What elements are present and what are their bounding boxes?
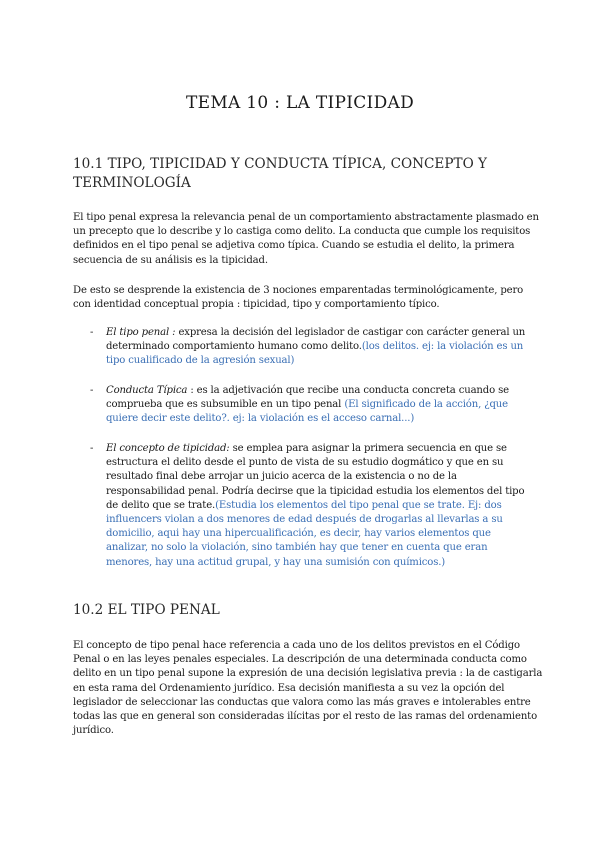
- list-item: [90, 384, 535, 427]
- section-1-heading: 10.1 TIPO, TIPICIDAD Y CONDUCTA TÍPICA, CONCEPTO Y TERMINOLOGÍA: [73, 156, 488, 191]
- document-title: TEMA 10 : LA TIPICIDAD: [185, 93, 415, 113]
- list-bullet: -: [90, 443, 94, 454]
- item-term: El tipo penal :: [106, 327, 176, 338]
- list-bullet: -: [90, 327, 94, 338]
- item-note: (El significado de la acción, ¿que quiere decir este delito?. ej: la violación es el acceso carnal...): [106, 399, 508, 425]
- section-2-paragraph: El concepto de tipo penal hace referencia a cada uno de los delitos previstos en el Código Penal o en las leyes penales especiales. La descripción de una determinada conducta como delito en un tipo penal supone la expresión de una decisión legislativa previa : la de castigarla en esta rama del Ordenamiento jurídico. Esa decisión manifiesta a su vez la opción del legislador de seleccionar las conductas que valora como las más graves e intolerables entre todas las que en general son consideradas ilícitas por el resto de las ramas del ordenamiento jurídico.: [73, 640, 543, 737]
- item-note: (Estudia los elementos del tipo penal que se trate. Ej: dos influencers violan a dos menores de edad después de drogarlas al llevarlas a su domicilio, aqui hay una hipercualificación, es decir, hay varios elementos que analizar, no solo la violación, sino también hay que tener en cuenta que eran menores, hay una actitud grupal, y hay una sumisión con químicos.): [106, 499, 503, 568]
- list-bullet: -: [90, 385, 94, 396]
- item-text: : es la adjetivación que recibe una conducta concreta cuando se comprueba que es subsumible en un tipo penal: [106, 385, 509, 411]
- section-1-paragraph-2: De esto se desprende la existencia de 3 nociones emparentadas terminológicamente, pero con identidad conceptual propia : tipicidad, tipo y comportamiento típico.: [73, 285, 524, 311]
- section-2-heading: 10.2 EL TIPO PENAL: [73, 602, 220, 618]
- list-item: [90, 326, 535, 369]
- item-term: Conducta Típica: [106, 385, 188, 396]
- section-1-paragraph-1: El tipo penal expresa la relevancia penal de un comportamiento abstractamente plasmado en un precepto que lo describe y lo castiga como delito. La conducta que cumple los requisitos definidos en el tipo penal se adjetiva como típica. Cuando se estudia el delito, la primera secuencia de su análisis es la tipicidad.: [73, 212, 539, 266]
- item-term: El concepto de tipicidad:: [106, 443, 230, 454]
- item-text: se emplea para asignar la primera secuencia en que se estructura el delito desde el punto de vista de su estudio dogmático y que en su resultado final debe arrojar un juicio acerca de la existencia o no de la responsabilidad penal. Podría decirse que la tipicidad estudia los elementos del tipo de delito que se trate.: [106, 443, 525, 511]
- item-note: (los delitos. ej: la violación es un tipo cualificado de la agresión sexual): [106, 341, 524, 367]
- list-item: [90, 442, 535, 570]
- item-text: expresa la decisión del legislador de castigar con carácter general un determinado comportamiento humano como delito.: [106, 327, 526, 353]
